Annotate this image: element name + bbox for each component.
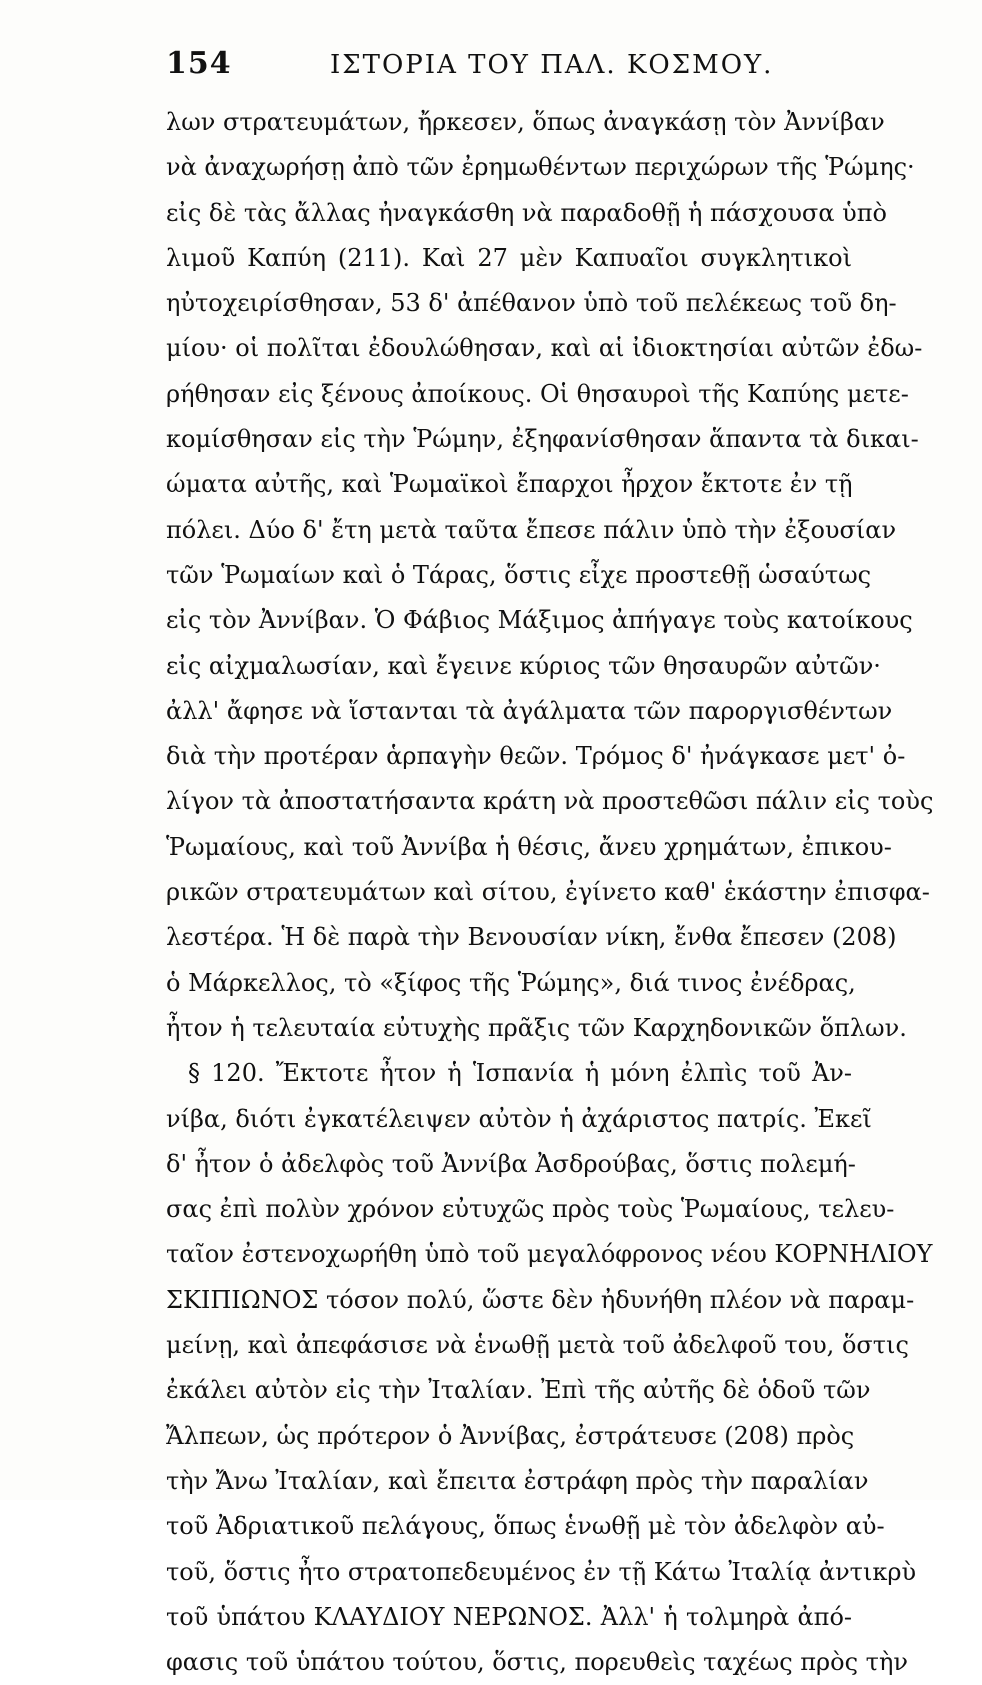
text-line: τοῦ Ἀδριατικοῦ πελάγους, ὅπως ἑνωθῇ μὲ τὸν ἀδελφὸν αὐ-: [166, 1512, 885, 1541]
text-line: μείνῃ, καὶ ἀπεφάσισε νὰ ἑνωθῇ μετὰ τοῦ ἀδελφοῦ του, ὅστις: [166, 1331, 909, 1360]
text-line: τοῦ ὑπάτου ΚΛΑΥΔΙΟΥ ΝΕΡΩΝΟΣ. Ἀλλ' ἡ τολμηρὰ ἀπό-: [166, 1602, 852, 1631]
text-line: εἰς αἰχμαλωσίαν, καὶ ἔγεινε κύριος τῶν θησαυρῶν αὐτῶν·: [166, 651, 881, 680]
page-number: 154: [166, 46, 232, 81]
text-line: τοῦ, ὅστις ἦτο στρατοπεδευμένος ἐν τῇ Κάτω Ἰταλίᾳ ἀντικρὺ: [166, 1557, 917, 1586]
text-line: δ' ἦτον ὁ ἀδελφὸς τοῦ Ἀννίβα Ἀσδρούβας, ὅστις πολεμή-: [166, 1149, 856, 1178]
text-line: διὰ τὴν προτέραν ἁρπαγὴν θεῶν. Τρόμος δ' ἠνάγκασε μετ' ὀ-: [166, 742, 906, 771]
text-line: λεστέρα. Ἡ δὲ παρὰ τὴν Βενουσίαν νίκη, ἔνθα ἔπεσεν (208): [166, 923, 897, 952]
text-line: ὁ Μάρκελλος, τὸ «ξίφος τῆς Ῥώμης», διά τινος ἐνέδρας,: [166, 968, 856, 997]
text-line: κομίσθησαν εἰς τὴν Ῥώμην, ἐξηφανίσθησαν ἅπαντα τὰ δικαι-: [166, 425, 919, 454]
text-line: ώματα αὐτῆς, καὶ Ῥωμαϊκοὶ ἔπαρχοι ἦρχον ἔκτοτε ἐν τῇ: [166, 470, 853, 499]
text-line: λων στρατευμάτων, ἤρκεσεν, ὅπως ἀναγκάσῃ τὸν Ἀννίβαν: [166, 108, 885, 136]
running-head: ΙΣΤΟΡΙΑ ΤΟΥ ΠΑΛ. ΚΟΣΜΟΥ.: [330, 50, 774, 80]
text-line: λιμοῦ Καπύη (211). Καὶ 27 μὲν Καπυαῖοι συγκλητικοὶ: [166, 243, 852, 272]
text-line: λίγον τὰ ἀποστατήσαντα κράτη νὰ προστεθῶσι πάλιν εἰς τοὺς: [166, 787, 934, 816]
text-line: εἰς δὲ τὰς ἄλλας ἠναγκάσθη νὰ παραδοθῇ ἡ πάσχουσα ὑπὸ: [166, 198, 887, 227]
text-line: τὴν Ἄνω Ἰταλίαν, καὶ ἔπειτα ἐστράφη πρὸς τὴν παραλίαν: [166, 1466, 869, 1495]
text-line: πόλει. Δύο δ' ἔτη μετὰ ταῦτα ἔπεσε πάλιν ὑπὸ τὴν ἐξουσίαν: [166, 515, 897, 544]
text-line: εἰς τὸν Ἀννίβαν. Ὁ Φάβιος Μάξιμος ἀπήγαγε τοὺς κατοίκους: [166, 606, 913, 635]
text-line: σας ἐπὶ πολὺν χρόνον εὐτυχῶς πρὸς τοὺς Ῥωμαίους, τελευ-: [166, 1195, 895, 1224]
text-line: ρήθησαν εἰς ξένους ἀποίκους. Οἱ θησαυροὶ τῆς Καπύης μετε-: [166, 379, 909, 408]
text-line: ἀλλ' ἄφησε νὰ ἵστανται τὰ ἀγάλματα τῶν παροργισθέντων: [166, 696, 893, 725]
text-line: φασις τοῦ ὑπάτου τούτου, ὅστις, πορευθεὶς ταχέως πρὸς τὴν: [166, 1648, 908, 1677]
text-line: Ῥωμαίους, καὶ τοῦ Ἀννίβα ἡ θέσις, ἄνευ χρημάτων, ἐπικου-: [166, 832, 892, 861]
text-line: ἐκάλει αὐτὸν εἰς τὴν Ἰταλίαν. Ἐπὶ τῆς αὐτῆς δὲ ὁδοῦ τῶν: [166, 1376, 871, 1405]
text-line: τῶν Ῥωμαίων καὶ ὁ Τάρας, ὅστις εἶχε προστεθῇ ὡσαύτως: [166, 560, 872, 589]
text-line: Ἄλπεων, ὡς πρότερον ὁ Ἀννίβας, ἐστράτευσε (208) πρὸς: [166, 1421, 855, 1450]
text-line: μίου· οἱ πολῖται ἐδουλώθησαν, καὶ αἱ ἰδιοκτησίαι αὐτῶν ἐδω-: [166, 334, 923, 363]
text-line: ἦτον ἡ τελευταία εὐτυχὴς πρᾶξις τῶν Καρχηδονικῶν ὅπλων.: [166, 1013, 907, 1042]
section-line: § 120. Ἔκτοτε ἦτον ἡ Ἱσπανία ἡ μόνη ἐλπὶς τοῦ Ἀν-: [188, 1059, 852, 1088]
text-line: ηὐτοχειρίσθησαν, 53 δ' ἀπέθανον ὑπὸ τοῦ πελέκεως τοῦ δη-: [166, 289, 897, 318]
text-line: ρικῶν στρατευμάτων καὶ σίτου, ἐγίνετο καθ' ἑκάστην ἐπισφα-: [166, 878, 930, 907]
text-line: νὰ ἀναχωρήσῃ ἀπὸ τῶν ἐρημωθέντων περιχώρων τῆς Ῥώμης·: [166, 153, 915, 182]
text-line: ΣΚΙΠΙΩΝΟΣ τόσον πολύ, ὥστε δὲν ἠδυνήθη πλέον νὰ παραμ-: [166, 1285, 915, 1314]
body-text: [166, 100, 934, 1685]
text-line: ταῖον ἐστενοχωρήθη ὑπὸ τοῦ μεγαλόφρονος νέου ΚΟΡΝΗΛΙΟΥ: [166, 1240, 933, 1269]
page-header: [166, 46, 852, 90]
text-line: νίβα, διότι ἐγκατέλειψεν αὐτὸν ἡ ἀχάριστος πατρίς. Ἐκεῖ: [166, 1104, 872, 1133]
